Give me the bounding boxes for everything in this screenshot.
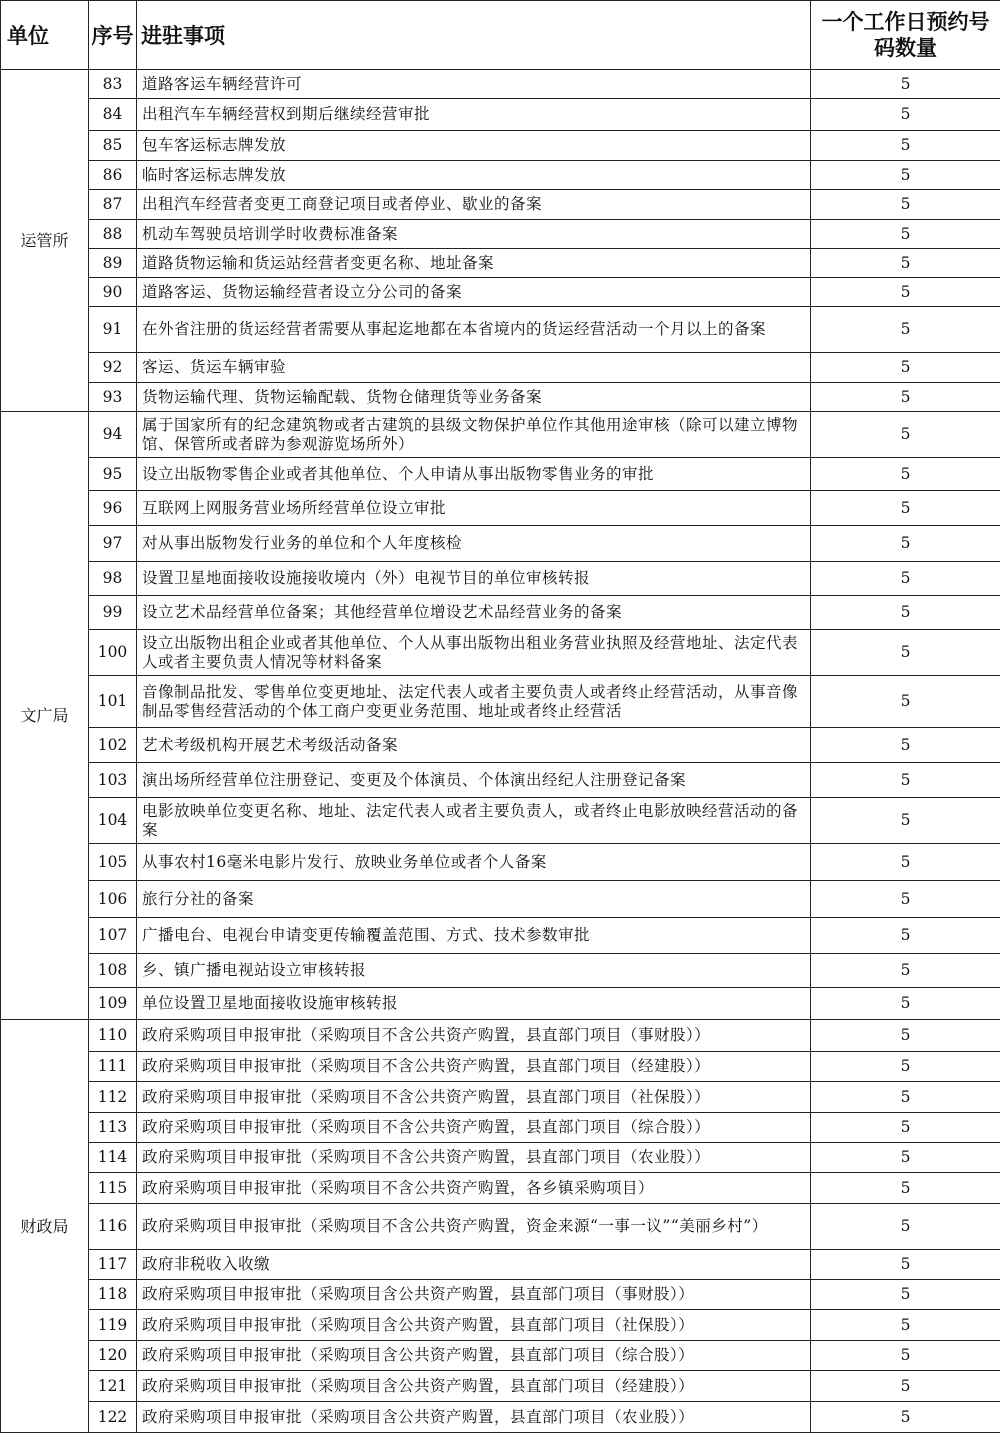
item-cell: 广播电台、电视台申请变更传输覆盖范围、方式、技术参数审批 bbox=[137, 918, 811, 954]
unit-cell: 运管所 bbox=[1, 70, 89, 412]
item-cell: 电影放映单位变更名称、地址、法定代表人或者主要负责人，或者终止电影放映经营活动的备案 bbox=[137, 798, 811, 844]
item-cell: 政府采购项目申报审批（采购项目含公共资产购置，县直部门项目（综合股）） bbox=[137, 1341, 811, 1371]
table-row bbox=[1, 1310, 1000, 1341]
table-row bbox=[1, 353, 1000, 383]
count-cell: 5 bbox=[811, 596, 1000, 630]
item-cell: 设立艺术品经营单位备案；其他经营单位增设艺术品经营业务的备案 bbox=[137, 596, 811, 630]
count-cell: 5 bbox=[811, 491, 1000, 526]
seq-cell: 120 bbox=[89, 1341, 137, 1371]
table-row bbox=[1, 1250, 1000, 1280]
seq-cell: 95 bbox=[89, 458, 137, 491]
count-cell: 5 bbox=[811, 988, 1000, 1020]
header-count-line1: 一个工作日预约号 bbox=[821, 10, 990, 34]
count-cell: 5 bbox=[811, 562, 1000, 596]
item-cell: 货物运输代理、货物运输配载、货物仓储理货等业务备案 bbox=[137, 383, 811, 412]
count-cell: 5 bbox=[811, 918, 1000, 954]
seq-cell: 90 bbox=[89, 278, 137, 307]
table-row bbox=[1, 412, 1000, 458]
item-cell: 政府采购项目申报审批（采购项目不含公共资产购置，县直部门项目（事财股）） bbox=[137, 1020, 811, 1052]
seq-cell: 113 bbox=[89, 1113, 137, 1143]
item-cell: 旅行分社的备案 bbox=[137, 881, 811, 918]
seq-cell: 86 bbox=[89, 161, 137, 190]
seq-cell: 105 bbox=[89, 844, 137, 881]
table-row bbox=[1, 1402, 1000, 1433]
count-cell: 5 bbox=[811, 278, 1000, 307]
item-cell: 设立出版物零售企业或者其他单位、个人申请从事出版物零售业务的审批 bbox=[137, 458, 811, 491]
item-cell: 设置卫星地面接收设施接收境内（外）电视节目的单位审核转报 bbox=[137, 562, 811, 596]
seq-cell: 102 bbox=[89, 728, 137, 763]
seq-cell: 114 bbox=[89, 1143, 137, 1173]
count-cell: 5 bbox=[811, 954, 1000, 988]
seq-cell: 116 bbox=[89, 1204, 137, 1250]
seq-cell: 109 bbox=[89, 988, 137, 1020]
item-cell: 政府采购项目申报审批（采购项目含公共资产购置，县直部门项目（农业股）） bbox=[137, 1402, 811, 1433]
table-row bbox=[1, 918, 1000, 954]
seq-cell: 93 bbox=[89, 383, 137, 412]
table-row bbox=[1, 278, 1000, 307]
table-row bbox=[1, 1173, 1000, 1204]
seq-cell: 83 bbox=[89, 70, 137, 99]
seq-cell: 92 bbox=[89, 353, 137, 383]
seq-cell: 88 bbox=[89, 220, 137, 249]
table-row bbox=[1, 1052, 1000, 1082]
item-cell: 道路客运车辆经营许可 bbox=[137, 70, 811, 99]
seq-cell: 107 bbox=[89, 918, 137, 954]
table-row bbox=[1, 458, 1000, 491]
count-cell: 5 bbox=[811, 630, 1000, 676]
table-row bbox=[1, 1204, 1000, 1250]
item-cell: 对从事出版物发行业务的单位和个人年度核检 bbox=[137, 526, 811, 562]
seq-cell: 99 bbox=[89, 596, 137, 630]
table-row bbox=[1, 844, 1000, 881]
item-cell: 政府采购项目申报审批（采购项目不含公共资产购置，县直部门项目（综合股）） bbox=[137, 1113, 811, 1143]
table-row bbox=[1, 491, 1000, 526]
table-row bbox=[1, 220, 1000, 249]
item-cell: 属于国家所有的纪念建筑物或者古建筑的县级文物保护单位作其他用途审核（除可以建立博物馆、保管所或者辟为参观游览场所外） bbox=[137, 412, 811, 458]
item-cell: 出租汽车车辆经营权到期后继续经营审批 bbox=[137, 99, 811, 131]
count-cell: 5 bbox=[811, 1020, 1000, 1052]
item-cell: 道路货物运输和货运站经营者变更名称、地址备案 bbox=[137, 249, 811, 278]
table-row bbox=[1, 1280, 1000, 1310]
count-cell: 5 bbox=[811, 526, 1000, 562]
seq-cell: 84 bbox=[89, 99, 137, 131]
seq-cell: 117 bbox=[89, 1250, 137, 1280]
count-cell: 5 bbox=[811, 1402, 1000, 1433]
count-cell: 5 bbox=[811, 763, 1000, 798]
seq-cell: 115 bbox=[89, 1173, 137, 1204]
count-cell: 5 bbox=[811, 881, 1000, 918]
item-cell: 从事农村16毫米电影片发行、放映业务单位或者个人备案 bbox=[137, 844, 811, 881]
count-cell: 5 bbox=[811, 1113, 1000, 1143]
table-row bbox=[1, 954, 1000, 988]
seq-cell: 97 bbox=[89, 526, 137, 562]
count-cell: 5 bbox=[811, 1173, 1000, 1204]
count-cell: 5 bbox=[811, 1341, 1000, 1371]
count-cell: 5 bbox=[811, 161, 1000, 190]
header-row bbox=[1, 1, 1000, 70]
item-cell: 演出场所经营单位注册登记、变更及个体演员、个体演出经纪人注册登记备案 bbox=[137, 763, 811, 798]
unit-cell: 财政局 bbox=[1, 1020, 89, 1433]
item-cell: 政府采购项目申报审批（采购项目含公共资产购置，县直部门项目（社保股）） bbox=[137, 1310, 811, 1341]
item-cell: 设立出版物出租企业或者其他单位、个人从事出版物出租业务营业执照及经营地址、法定代表人或者主要负责人情况等材料备案 bbox=[137, 630, 811, 676]
seq-cell: 103 bbox=[89, 763, 137, 798]
table-row bbox=[1, 676, 1000, 728]
table-row bbox=[1, 1113, 1000, 1143]
count-cell: 5 bbox=[811, 190, 1000, 220]
count-cell: 5 bbox=[811, 1371, 1000, 1402]
item-cell: 政府采购项目申报审批（采购项目不含公共资产购置，资金来源“一事一议”“美丽乡村”） bbox=[137, 1204, 811, 1250]
seq-cell: 119 bbox=[89, 1310, 137, 1341]
count-cell: 5 bbox=[811, 412, 1000, 458]
table-row bbox=[1, 99, 1000, 131]
item-cell: 音像制品批发、零售单位变更地址、法定代表人或者主要负责人或者终止经营活动，从事音像制品零售经营活动的个体工商户变更业务范围、地址或者终止经营活 bbox=[137, 676, 811, 728]
seq-cell: 96 bbox=[89, 491, 137, 526]
header-seq: 序号 bbox=[89, 1, 137, 70]
table-row bbox=[1, 526, 1000, 562]
count-cell: 5 bbox=[811, 353, 1000, 383]
seq-cell: 87 bbox=[89, 190, 137, 220]
seq-cell: 100 bbox=[89, 630, 137, 676]
count-cell: 5 bbox=[811, 1280, 1000, 1310]
table-row bbox=[1, 988, 1000, 1020]
count-cell: 5 bbox=[811, 249, 1000, 278]
table-row bbox=[1, 1020, 1000, 1052]
seq-cell: 89 bbox=[89, 249, 137, 278]
item-cell: 单位设置卫星地面接收设施审核转报 bbox=[137, 988, 811, 1020]
table-row bbox=[1, 131, 1000, 161]
seq-cell: 94 bbox=[89, 412, 137, 458]
count-cell: 5 bbox=[811, 844, 1000, 881]
item-cell: 政府非税收入收缴 bbox=[137, 1250, 811, 1280]
seq-cell: 91 bbox=[89, 307, 137, 353]
table-row bbox=[1, 728, 1000, 763]
table-row bbox=[1, 190, 1000, 220]
item-cell: 互联网上网服务营业场所经营单位设立审批 bbox=[137, 491, 811, 526]
item-cell: 出租汽车经营者变更工商登记项目或者停业、歇业的备案 bbox=[137, 190, 811, 220]
header-item: 进驻事项 bbox=[137, 1, 811, 70]
count-cell: 5 bbox=[811, 1082, 1000, 1113]
seq-cell: 98 bbox=[89, 562, 137, 596]
item-cell: 乡、镇广播电视站设立审核转报 bbox=[137, 954, 811, 988]
seq-cell: 106 bbox=[89, 881, 137, 918]
seq-cell: 111 bbox=[89, 1052, 137, 1082]
count-cell: 5 bbox=[811, 1143, 1000, 1173]
item-cell: 政府采购项目申报审批（采购项目含公共资产购置，县直部门项目（经建股）） bbox=[137, 1371, 811, 1402]
item-cell: 政府采购项目申报审批（采购项目含公共资产购置，县直部门项目（事财股）） bbox=[137, 1280, 811, 1310]
table-row bbox=[1, 1341, 1000, 1371]
table-row bbox=[1, 1143, 1000, 1173]
count-cell: 5 bbox=[811, 220, 1000, 249]
seq-cell: 118 bbox=[89, 1280, 137, 1310]
table-row bbox=[1, 562, 1000, 596]
seq-cell: 121 bbox=[89, 1371, 137, 1402]
count-cell: 5 bbox=[811, 728, 1000, 763]
seq-cell: 104 bbox=[89, 798, 137, 844]
count-cell: 5 bbox=[811, 307, 1000, 353]
item-cell: 机动车驾驶员培训学时收费标准备案 bbox=[137, 220, 811, 249]
item-cell: 艺术考级机构开展艺术考级活动备案 bbox=[137, 728, 811, 763]
item-cell: 客运、货运车辆审验 bbox=[137, 353, 811, 383]
seq-cell: 112 bbox=[89, 1082, 137, 1113]
table-row bbox=[1, 881, 1000, 918]
table-row bbox=[1, 798, 1000, 844]
seq-cell: 108 bbox=[89, 954, 137, 988]
item-cell: 包车客运标志牌发放 bbox=[137, 131, 811, 161]
table-row bbox=[1, 1082, 1000, 1113]
item-cell: 政府采购项目申报审批（采购项目不含公共资产购置，县直部门项目（社保股）） bbox=[137, 1082, 811, 1113]
table-row bbox=[1, 307, 1000, 353]
seq-cell: 122 bbox=[89, 1402, 137, 1433]
count-cell: 5 bbox=[811, 1250, 1000, 1280]
table-row bbox=[1, 249, 1000, 278]
item-cell: 政府采购项目申报审批（采购项目不含公共资产购置，县直部门项目（农业股）） bbox=[137, 1143, 811, 1173]
count-cell: 5 bbox=[811, 1310, 1000, 1341]
header-count bbox=[811, 1, 1000, 70]
table-body bbox=[1, 70, 1000, 1433]
count-cell: 5 bbox=[811, 99, 1000, 131]
item-cell: 政府采购项目申报审批（采购项目不含公共资产购置，县直部门项目（经建股）） bbox=[137, 1052, 811, 1082]
count-cell: 5 bbox=[811, 676, 1000, 728]
item-cell: 在外省注册的货运经营者需要从事起迄地都在本省境内的货运经营活动一个月以上的备案 bbox=[137, 307, 811, 353]
header-count-line2: 码数量 bbox=[874, 36, 937, 60]
count-cell: 5 bbox=[811, 458, 1000, 491]
unit-cell: 文广局 bbox=[1, 412, 89, 1020]
count-cell: 5 bbox=[811, 1052, 1000, 1082]
count-cell: 5 bbox=[811, 383, 1000, 412]
seq-cell: 110 bbox=[89, 1020, 137, 1052]
count-cell: 5 bbox=[811, 798, 1000, 844]
table-row bbox=[1, 383, 1000, 412]
seq-cell: 85 bbox=[89, 131, 137, 161]
table-row bbox=[1, 630, 1000, 676]
item-cell: 道路客运、货物运输经营者设立分公司的备案 bbox=[137, 278, 811, 307]
table-row bbox=[1, 596, 1000, 630]
table-row bbox=[1, 1371, 1000, 1402]
count-cell: 5 bbox=[811, 1204, 1000, 1250]
table-row bbox=[1, 161, 1000, 190]
count-cell: 5 bbox=[811, 131, 1000, 161]
item-cell: 临时客运标志牌发放 bbox=[137, 161, 811, 190]
header-unit: 单位 bbox=[1, 1, 89, 70]
count-cell: 5 bbox=[811, 70, 1000, 99]
table-row bbox=[1, 70, 1000, 99]
table-row bbox=[1, 763, 1000, 798]
item-cell: 政府采购项目申报审批（采购项目不含公共资产购置，各乡镇采购项目） bbox=[137, 1173, 811, 1204]
seq-cell: 101 bbox=[89, 676, 137, 728]
